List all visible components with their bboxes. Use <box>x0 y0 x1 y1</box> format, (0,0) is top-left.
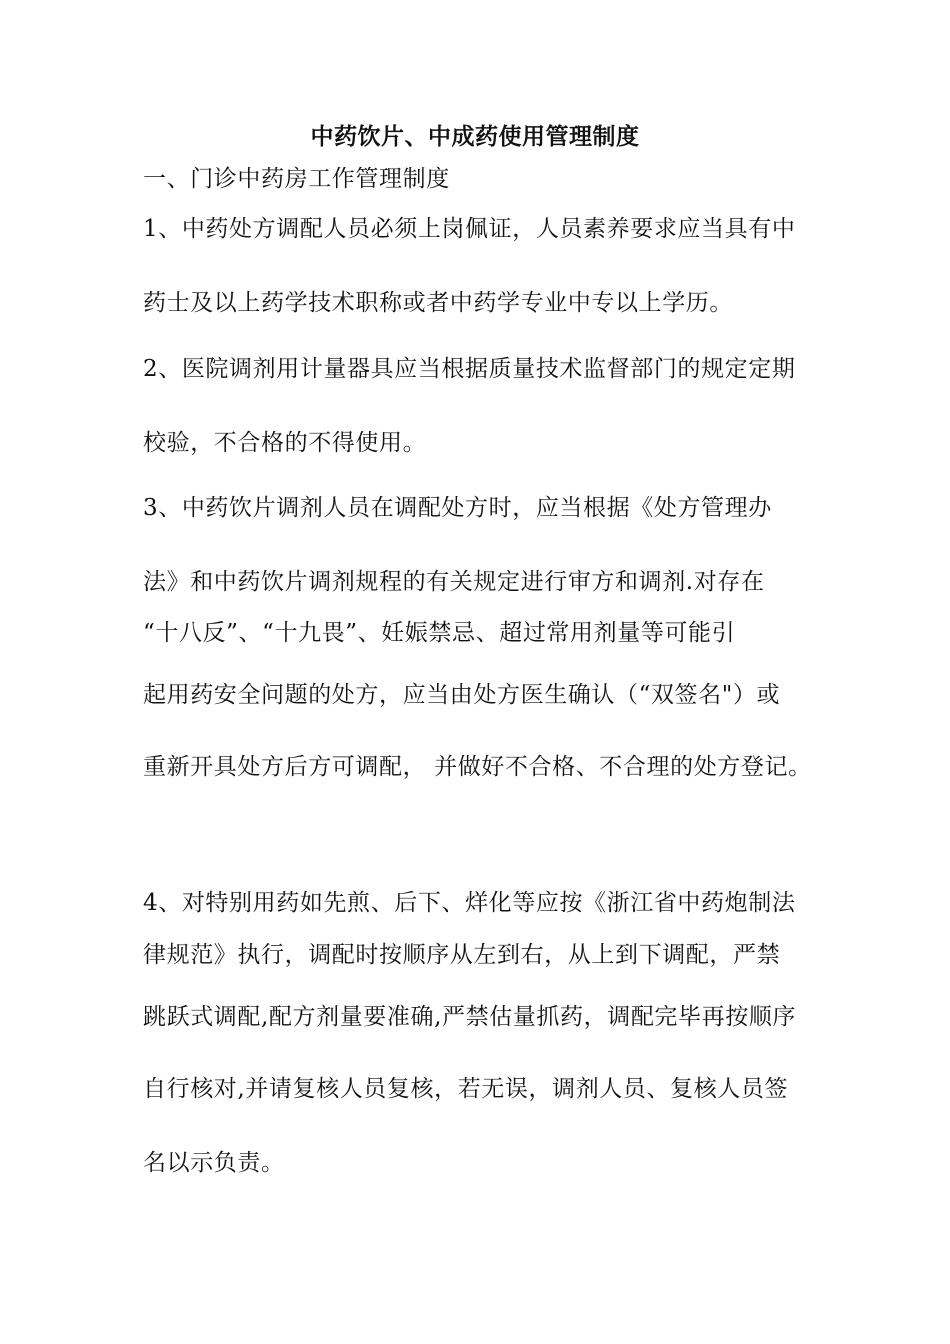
paragraph-line: 校验，不合格的不得使用。 <box>143 430 427 456</box>
paragraph-line: 跳跃式调配,配方剂量要准确,严禁估量抓药，调配完毕再按顺序 <box>143 1004 797 1030</box>
paragraph-line: 2、医院调剂用计量器具应当根据质量技术监督部门的规定定期 <box>143 356 796 382</box>
paragraph-line: 名以示负责。 <box>143 1150 285 1176</box>
paragraph-line: 起用药安全问题的处方，应当由处方医生确认（“双签名"）或 <box>143 682 781 708</box>
paragraph-line: 药士及以上药学技术职称或者中药学专业中专以上学历。 <box>143 290 733 316</box>
paragraph-line: 重新开具处方后方可调配， 并做好不合格、不合理的处方登记。 <box>143 754 812 780</box>
paragraph-line: 自行核对,并请复核人员复核，若无误，调剂人员、复核人员签 <box>143 1076 789 1102</box>
paragraph-line: 1、中药处方调配人员必须上岗佩证，人员素养要求应当具有中 <box>143 216 796 242</box>
section-heading: 一、门诊中药房工作管理制度 <box>143 166 450 192</box>
paragraph-line: “十八反”、“十九畏”、妊娠禁忌、超过常用剂量等可能引 <box>143 620 736 646</box>
paragraph-line: 法》和中药饮片调剂规程的有关规定进行审方和调剂.对存在 <box>143 569 765 595</box>
paragraph-line: 律规范》执行，调配时按顺序从左到右，从上到下调配，严禁 <box>143 942 781 968</box>
document-title: 中药饮片、中成药使用管理制度 <box>310 123 640 150</box>
paragraph-line: 3、中药饮片调剂人员在调配处方时，应当根据《处方管理办 <box>143 495 772 521</box>
paragraph-line: 4、对特别用药如先煎、后下、烊化等应按《浙江省中药炮制法 <box>143 890 796 916</box>
